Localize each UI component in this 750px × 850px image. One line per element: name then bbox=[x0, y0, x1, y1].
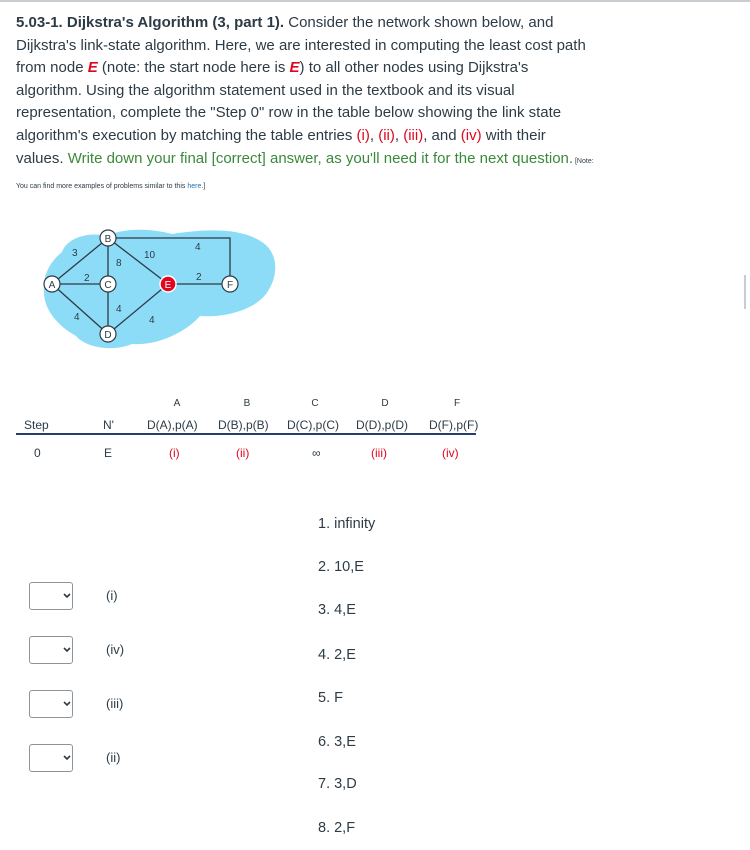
chevron-down-icon bbox=[60, 697, 74, 711]
header-DA: D(A),p(A) bbox=[147, 418, 198, 432]
cell-DB: (ii) bbox=[236, 446, 250, 460]
weight-BC: 8 bbox=[116, 258, 122, 269]
header-DF: D(F),p(F) bbox=[429, 418, 479, 432]
weight-AB: 3 bbox=[72, 248, 78, 259]
header-DD: D(D),p(D) bbox=[356, 418, 408, 432]
chevron-down-icon bbox=[60, 751, 74, 765]
node-D-label: D bbox=[104, 330, 112, 341]
chevron-down-icon bbox=[60, 643, 74, 657]
cell-DF: (iv) bbox=[442, 446, 459, 460]
node-A-label: A bbox=[48, 280, 56, 291]
col-top-D: D bbox=[381, 398, 389, 409]
col-top-A: A bbox=[173, 398, 181, 409]
node-C-label: C bbox=[104, 280, 112, 291]
match-label-iii: (iii) bbox=[106, 696, 124, 711]
weight-AD: 4 bbox=[74, 312, 80, 323]
option-8: 8. 2,F bbox=[318, 820, 356, 836]
cell-step: 0 bbox=[34, 446, 41, 460]
network-cloud bbox=[44, 230, 276, 348]
cell-DA: (i) bbox=[169, 446, 180, 460]
examples-link[interactable]: here bbox=[187, 183, 202, 191]
weight-CD: 4 bbox=[116, 304, 122, 315]
cell-nprime: E bbox=[104, 446, 113, 460]
cell-DC: ∞ bbox=[312, 446, 321, 460]
green-instruction: Write down your final [correct] answer, as you'll need it for the next question. bbox=[67, 149, 574, 167]
header-DB: D(B),p(B) bbox=[218, 418, 269, 432]
header-DC: D(C),p(C) bbox=[287, 418, 339, 432]
header-step: Step bbox=[24, 418, 49, 432]
col-top-C: C bbox=[311, 398, 319, 409]
node-E-label: E bbox=[164, 280, 172, 291]
option-2: 2. 10,E bbox=[318, 559, 364, 575]
col-top-F: F bbox=[453, 398, 461, 409]
question-title: 5.03-1. Dijkstra's Algorithm (3, part 1). bbox=[16, 14, 285, 31]
node-B-label: B bbox=[104, 234, 112, 245]
option-5: 5. F bbox=[318, 690, 343, 706]
note: [Note: You can find more examples of problems similar to this here.] bbox=[16, 157, 594, 191]
cell-DD: (iii) bbox=[371, 446, 387, 460]
node-F-label: F bbox=[226, 280, 234, 291]
weight-BE: 10 bbox=[144, 250, 156, 261]
table-header-rule bbox=[16, 433, 476, 435]
option-3: 3. 4,E bbox=[318, 602, 356, 618]
question-text: 5.03-1. Dijkstra's Algorithm (3, part 1). Consider the network shown below, and Dijkstra's link-state algorithm. Here, we are interested in computing the least cost path from node E (note: the start node here is E) to all other nodes using Dijkstra's algorithm. Using the algorithm statement used in the textbook and its visual representation, complete the "Step 0" row in the table below showing the link state algorithm's execution by matching the table entries (i), (ii), (iii), and (iv) with their values. Write down your final [correct] answer, as you'll need it for the next question. [Note: You can find more examples of problems similar to this here.] bbox=[16, 14, 594, 191]
match-label-i: (i) bbox=[106, 588, 118, 603]
match-label-ii: (ii) bbox=[106, 750, 121, 765]
col-top-B: B bbox=[243, 398, 251, 409]
top-divider bbox=[0, 0, 750, 2]
option-1: 1. infinity bbox=[318, 516, 376, 532]
option-4: 4. 2,E bbox=[318, 647, 356, 663]
network-diagram bbox=[40, 220, 280, 360]
weight-EF: 2 bbox=[196, 272, 202, 283]
weight-DE: 4 bbox=[149, 315, 155, 326]
chevron-down-icon bbox=[60, 589, 74, 603]
weight-AC: 2 bbox=[84, 273, 90, 284]
scroll-indicator[interactable] bbox=[744, 275, 746, 309]
header-nprime: N' bbox=[103, 418, 114, 432]
match-label-iv: (iv) bbox=[106, 642, 125, 657]
weight-BF: 4 bbox=[195, 242, 201, 253]
option-7: 7. 3,D bbox=[318, 776, 357, 792]
option-6: 6. 3,E bbox=[318, 734, 356, 750]
